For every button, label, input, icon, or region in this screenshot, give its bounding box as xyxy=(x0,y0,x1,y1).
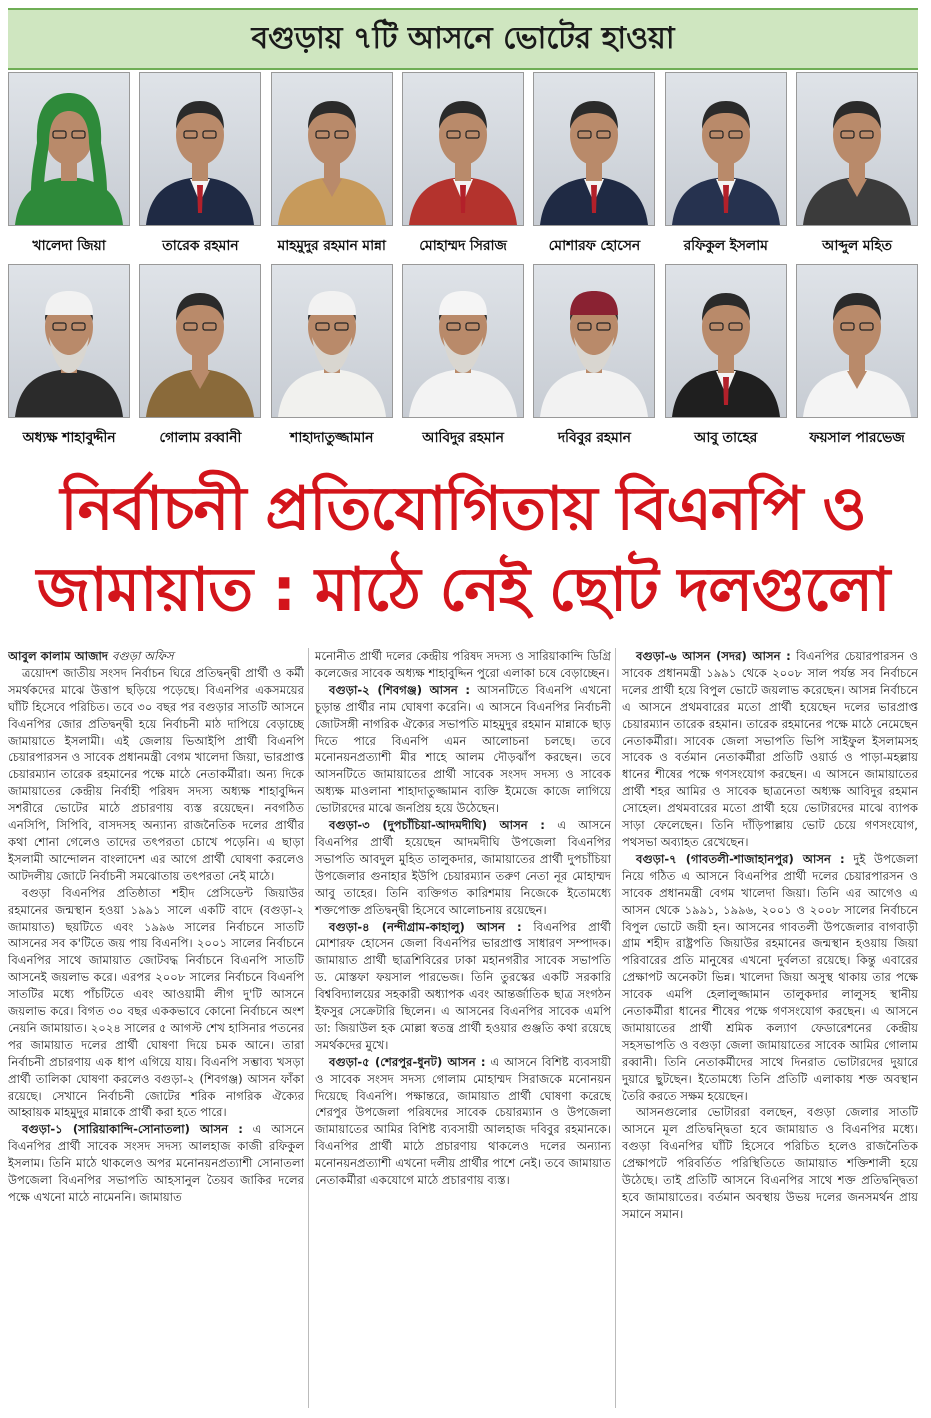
subheading-bogura-4: বগুড়া-৪ (নন্দীগ্রাম-কাহালু) আসন : xyxy=(329,919,522,934)
portrait-silhouette xyxy=(666,73,786,225)
portrait-photo xyxy=(796,72,918,226)
portrait-silhouette xyxy=(272,73,392,225)
person-golam-rabbani xyxy=(139,264,261,450)
person-rafiqul-islam xyxy=(665,72,787,258)
paragraph-text: এ আসনে বিএনপির প্রার্থী হয়েছেন আদমদীঘি উপজেলা বিএনপির সভাপতি আবদুল মুহিত তালুকদার, জামায়াতের প্রার্থী দুপচাঁচিয়া উপজেলার গুনাহার ইউপি চেয়ারম্যান তরুণ নেতা নূর মোহাম্মদ আবু তাহের। তিনি ব্যক্তিগত কারিশমায় নিজেকে ইতোমধ্যে শক্তপোক্ত প্রতিদ্বন্দ্বী হিসেবে আলোচনায় রয়েছেন। xyxy=(315,818,611,917)
article-column-1 xyxy=(8,648,304,1408)
subheading-bogura-7: বগুড়া-৭ (গাবতলী-শাজাহানপুর) আসন : xyxy=(636,851,845,866)
subheading-bogura-6: বগুড়া-৬ আসন (সদর) আসন : xyxy=(636,649,791,663)
portrait-silhouette xyxy=(666,265,786,417)
portrait-silhouette xyxy=(140,73,260,225)
paragraph-text: আসনটিতে বিএনপি এখনো চূড়ান্ত প্রার্থীর নাম ঘোষণা করেনি। এ আসনে বিএনপির নির্বাচনী জোটসঙ্গী নাগরিক ঐক্যের সভাপতি মাহমুদুর রহমান মান্নাকে ছাড় দিতে পারে বিএনপি এমন আলোচনা চলছে। তবে মনোনয়নপ্রত্যাশী মীর শাহে আলম দৌড়ঝাঁপ করছেন। তবে আসনটিতে জামায়াতের প্রার্থী সাবেক সংসদ সদস্য ও সাবেক অধ্যক্ষ মাওলানা শাহাদাতুজ্জামান ব্যক্তি ইমেজে কাজে লাগিয়ে ভোটারদের মাঝে জনপ্রিয় হয়ে উঠেছেন। xyxy=(315,682,611,816)
person-caption: ফয়সাল পারভেজ xyxy=(809,430,905,446)
person-caption: রফিকুল ইসলাম xyxy=(683,238,768,254)
person-mohammad-siraj xyxy=(402,72,524,258)
portrait-photo xyxy=(533,72,655,226)
portrait-silhouette xyxy=(534,265,654,417)
photo-row-2 xyxy=(8,264,918,450)
portrait-photo xyxy=(533,264,655,418)
headline-line-1: নির্বাচনী প্রতিযোগিতায় বিএনপি ও xyxy=(60,474,866,544)
person-caption: গোলাম রব্বানী xyxy=(159,430,242,446)
paragraph-text: এ আসনে বিএনপির প্রার্থী সাবেক সংসদ সদস্য আলহাজ কাজী রফিকুল ইসলাম। তিনি মাঠে থাকলেও অপর মনোনয়নপ্রত্যাশী সোনাতলা উপজেলা বিএনপির সভাপতি আহসানুল তৈয়ব জাকির দলের পক্ষে এখনো মাঠে নামেননি। জামায়াত xyxy=(8,1122,304,1204)
person-tarique-rahman xyxy=(139,72,261,258)
person-caption: তারেক রহমান xyxy=(162,238,239,254)
paragraph xyxy=(315,919,611,1054)
byline xyxy=(8,648,304,665)
person-caption: আবিদুর রহমান xyxy=(422,430,504,446)
portrait-photo xyxy=(402,264,524,418)
paragraph xyxy=(622,851,918,1105)
person-caption: মোহাম্মদ সিরাজ xyxy=(419,238,507,254)
photo-row-1 xyxy=(8,72,918,258)
subheading-bogura-3: বগুড়া-৩ (দুপচাঁচিয়া-আদমদীঘি) আসন : xyxy=(329,818,545,833)
paragraph xyxy=(8,1121,304,1206)
person-caption: মাহমুদুর রহমান মান্না xyxy=(277,238,386,254)
portrait-silhouette xyxy=(9,265,129,417)
person-dabibur-rahman xyxy=(533,264,655,450)
person-shahadatuzzaman xyxy=(271,264,393,450)
person-caption: অধ্যক্ষ শাহাবুদ্দীন xyxy=(22,430,116,446)
subheading-bogura-1: বগুড়া-১ (সারিয়াকান্দি-সোনাতলা) আসন : xyxy=(22,1122,243,1137)
headline-line-2: জামায়াত : মাঠে নেই ছোট দলগুলো xyxy=(36,555,890,625)
portrait-photo xyxy=(139,72,261,226)
portrait-photo xyxy=(8,72,130,226)
author-name: আবুল কালাম আজাদ xyxy=(8,649,108,663)
paragraph: আসনগুলোর ভোটাররা বলছেন, বগুড়া জেলার সাতটি আসনে মূল প্রতিদ্বন্দ্বিতা হবে জামায়াত ও বিএনপির মধ্যে। বগুড়া বিএনপির ঘাঁটি হিসেবে পরিচিত হলেও রাজনৈতিক প্রেক্ষাপটে পরিবর্তিত পরিস্থিতিতে জামায়াত শক্তিশালী হয়ে উঠেছে। তাই প্রতিটি আসনে বিএনপির সাথে শক্ত প্রতিদ্বন্দ্বিতা হবে জামায়াতের। বর্তমান অবস্থায় উভয় দলের জনসমর্থন প্রায় সমানে সমান। xyxy=(622,1105,918,1221)
person-shahabuddin xyxy=(8,264,130,450)
portrait-photo xyxy=(402,72,524,226)
portrait-photo xyxy=(665,264,787,418)
paragraph-text: এ আসনে বিশিষ্ট ব্যবসায়ী ও সাবেক সংসদ সদস্য গোলাম মোহাম্মদ সিরাজকে মনোনয়ন দিয়েছে বিএনপি। পক্ষান্তরে, জামায়াত প্রার্থী ঘোষণা করেছে শেরপুর উপজেলা পরিষদের সাবেক চেয়ারম্যান ও উপজেলা জামায়াতের আমির বিশিষ্ট ব্যবসায়ী আলহাজ দবিবুর রহমানকে। বিএনপির প্রার্থী মাঠে প্রচারণায় থাকলেও দলের অন্যান্য মনোনয়নপ্রত্যাশী এখনো দলীয় প্রার্থীর পাশে নেই। তবে জামায়াত নেতাকর্মীরা একযোগে মাঠে প্রচারণায় ব্যস্ত। xyxy=(315,1054,611,1188)
person-faisal-parvez xyxy=(796,264,918,450)
portrait-silhouette xyxy=(403,73,523,225)
person-abdul-muhit xyxy=(796,72,918,258)
person-mosharaf-hossain xyxy=(533,72,655,258)
portrait-silhouette xyxy=(534,73,654,225)
article-column-2 xyxy=(308,648,611,1408)
paragraph: মনোনীত প্রার্থী দলের কেন্দ্রীয় পরিষদ সদস্য ও সারিয়াকান্দি ডিগ্রি কলেজের সাবেক অধ্যক্ষ শাহাবুদ্দিন পুরো এলাকা চষে বেড়াচ্ছেন। xyxy=(315,649,611,680)
person-abu-taher xyxy=(665,264,787,450)
person-caption: দবিবুর রহমান xyxy=(557,430,631,446)
person-caption: শাহাদাতুজ্জামান xyxy=(290,430,374,446)
person-khaleda-zia xyxy=(8,72,130,258)
paragraph: বগুড়া বিএনপির প্রতিষ্ঠাতা শহীদ প্রেসিডেন্ট জিয়াউর রহমানের জন্মস্থান হওয়া ১৯৯১ সালে একটি বাদে (বগুড়া-২ জামায়াত) ছয়টিতে এবং ১৯৯৬ সালের নির্বাচনে সাতটি আসনের সব ক'টিতে জয় পায় বিএনপি। ২০০১ সালের নির্বাচনে বিএনপির সাথে জামায়াত জোটবদ্ধ নির্বাচনে বিএনপি সাতটি আসনেই জয়লাভ করে। এরপর ২০০৮ সালের নির্বাচনে বিএনপি সাতটির মধ্যে পাঁচটিতে এবং আওয়ামী লীগ দু'টি আসনে জয়লাভ করে। বিগত ৩০ বছর এককভাবে কোনো নির্বাচনে অংশ নেয়নি জামায়াত। ২০২৪ সালের ৫ আগস্ট শেখ হাসিনার পতনের পর জামায়াত দলের প্রার্থী ঘোষণা দিয়ে চমক আনে। তারা নির্বাচনী প্রচারণায় এক ধাপ এগিয়ে যায়। বিএনপি সম্ভাব্য খসড়া প্রার্থী তালিকা ঘোষণা করলেও বগুড়া-২ (শিবগঞ্জ) আসন ফাঁকা রয়েছে। সেখানে নির্বাচনী জোটের শরিক নাগরিক ঐক্যের আহ্বায়ক মাহমুদুর মান্নাকে প্রার্থী করা হতে পারে। xyxy=(8,885,304,1120)
portrait-silhouette xyxy=(797,265,917,417)
subheading-bogura-2: বগুড়া-২ (শিবগঞ্জ) আসন : xyxy=(329,682,471,697)
portrait-silhouette xyxy=(140,265,260,417)
paragraph xyxy=(622,648,918,851)
section-banner: বগুড়ায় ৭টি আসনে ভোটের হাওয়া xyxy=(8,8,918,70)
article-body xyxy=(8,648,918,1408)
author-office: বগুড়া অফিস xyxy=(112,649,174,663)
paragraph xyxy=(315,1054,611,1189)
person-caption: খালেদা জিয়া xyxy=(32,238,106,254)
paragraph-text: দুই উপজেলা নিয়ে গঠিত এ আসনে বিএনপির প্রার্থী দলের চেয়ারপারসন ও সাবেক প্রধানমন্ত্রী বেগম খালেদা জিয়া। তিনি এর আগেও এ আসন থেকে ১৯৯১, ১৯৯৬, ২০০১ ও ২০০৮ সালের নির্বাচনে বিপুল ভোটে জয়ী হন। আসনের গাবতলী উপজেলার বাগবাড়ী গ্রাম শহীদ রাষ্ট্রপতি জিয়াউর রহমানের জন্মস্থান হওয়ায় জিয়া পরিবারের প্রতি মানুষের এখনো দুর্বলতা রয়েছে। কিন্তু এবারের প্রেক্ষাপট অনেকটা ভিন্ন। খালেদা জিয়া অসুস্থ থাকায় তার পক্ষে সাবেক এমপি হেলালুজ্জামান তালুকদার লালুসহ স্থানীয় নেতাকর্মীরা ধানের শীষের পক্ষে গণসংযোগ করছেন। এ আসনে জামায়াতের প্রার্থী শ্রমিক কল্যাণ ফেডারেশনের কেন্দ্রীয় সহসভাপতি ও বগুড়া জেলা জামায়াতের সাবেক আমির গোলাম রব্বানী। তিনি নেতাকর্মীদের সাথে দিনরাত ভোটারদের দুয়ারে দুয়ারে ছুটছেন। ইতোমধ্যে তিনি প্রতিটি এলাকায় শক্ত অবস্থান তৈরি করতে সক্ষম হয়েছেন। xyxy=(622,851,918,1103)
portrait-silhouette xyxy=(797,73,917,225)
person-caption: মোশারফ হোসেন xyxy=(548,238,640,254)
person-caption: আবু তাহের xyxy=(694,430,758,446)
paragraph-text: বিএনপির চেয়ারপারসন ও সাবেক প্রধানমন্ত্রী ১৯৯১ থেকে ২০০৮ সাল পর্যন্ত সব নির্বাচনে দলের প্রার্থী হয়ে বিপুল ভোটে জয়লাভ করেছেন। আসন্ন নির্বাচনে এ আসনে প্রথমবারের মতো প্রার্থী হয়েছেন দলের ভারপ্রাপ্ত চেয়ারম্যান তারেক রহমান। তারেক রহমানের পক্ষে মাঠে নেমেছেন নেতাকর্মীরা। সাবেক জেলা সভাপতি ভিপি সাইফুল ইসলামসহ সাবেক ও বর্তমান নেতাকর্মীরা প্রতিটি ওয়ার্ড ও পাড়া-মহল্লায় ধানের শীষের পক্ষে গণসংযোগ করছেন। এ আসনে জামায়াতের প্রার্থী শহর আমির ও সাবেক ছাত্রনেতা অধ্যক্ষ আবিদুর রহমান সোহেল। প্রথমবারের মতো প্রার্থী হয়ে ভোটারদের মাঝে ব্যাপক সাড়া ফেলেছেন। তিনি দাঁড়িপাল্লায় ভোট চেয়ে গণসংযোগ, পথসভা অব্যাহত রেখেছেন। xyxy=(622,649,918,849)
portrait-silhouette xyxy=(9,73,129,225)
person-abidur-rahman xyxy=(402,264,524,450)
portrait-silhouette xyxy=(403,265,523,417)
paragraph: ত্রয়োদশ জাতীয় সংসদ নির্বাচন ঘিরে প্রতিদ্বন্দ্বী প্রার্থী ও কর্মী সমর্থকদের মাঝে উত্তাপ ছড়িয়ে পড়েছে। বিএনপির একসময়ের ঘাঁটি হিসেবে পরিচিত। তবে ৩০ বছর পর বগুড়ার সাতটি আসনে বিএনপির জোর প্রতিদ্বন্দ্বী হয়ে নির্বাচনী মাঠ দাপিয়ে বেড়াচ্ছে জামায়াতে ইসলামী। এই জেলায় ভিআইপি প্রার্থী বিএনপি চেয়ারপারসন ও সাবেক প্রধানমন্ত্রী বেগম খালেদা জিয়া, ভারপ্রাপ্ত চেয়ারম্যান তারেক রহমানের পক্ষে মাঠে নেতাকর্মীরা। অন্য দিকে জামায়াতের কেন্দ্রীয় নির্বাহী পরিষদ সদস্য অধ্যক্ষ শাহাবুদ্দিন সশরীরে ভোটের মাঠে প্রচারণায় ব্যস্ত রয়েছেন। নবগঠিত এনসিপি, সিপিবি, বাসদসহ অন্যান্য রাজনৈতিক দলের প্রার্থীর কথা শোনা গেলেও তাদের তৎপরতা চোখে পড়েনি। এ ছাড়া ইসলামী আন্দোলন বাংলাদেশ এর আগে প্রার্থী ঘোষণা করলেও আটদলীয় জোটে নির্বাচনী সমঝোতায় তৎপরতা নেই মাঠে। xyxy=(8,665,304,883)
portrait-photo xyxy=(8,264,130,418)
portrait-photo xyxy=(271,72,393,226)
portrait-silhouette xyxy=(272,265,392,417)
portrait-photo xyxy=(796,264,918,418)
paragraph xyxy=(315,817,611,918)
portrait-photo xyxy=(139,264,261,418)
portrait-photo xyxy=(665,72,787,226)
subheading-bogura-5: বগুড়া-৫ (শেরপুর-ধুনট) আসন : xyxy=(329,1054,486,1069)
article-column-3 xyxy=(615,648,918,1408)
portrait-photo xyxy=(271,264,393,418)
person-caption: আব্দুল মহিত xyxy=(822,238,892,254)
paragraph xyxy=(315,682,611,817)
person-mahmudur-rahman-manna xyxy=(271,72,393,258)
paragraph-text: বিএনপির প্রার্থী মোশারফ হোসেন জেলা বিএনপির ভারপ্রাপ্ত সাধারণ সম্পাদক। জামায়াত প্রার্থী ছাত্রশিবিরের ঢাকা মহানগরীর সাবেক সভাপতি ড. মোস্তফা ফয়সাল পারভেজ। তিনি তুরস্কের একটি সরকারি বিশ্ববিদ্যালয়ের সহকারী অধ্যাপক এবং আন্তর্জাতিক ছাত্র সংগঠন ইফসুর সেক্রেটারি ছিলেন। এ আসনের বিএনপির সাবেক এমপি ডা: জিয়াউল হক মোল্লা স্বতন্ত্র প্রার্থী হওয়ার গুঞ্জতি কথা রয়েছে সমর্থকদের মুখে। xyxy=(315,919,611,1052)
